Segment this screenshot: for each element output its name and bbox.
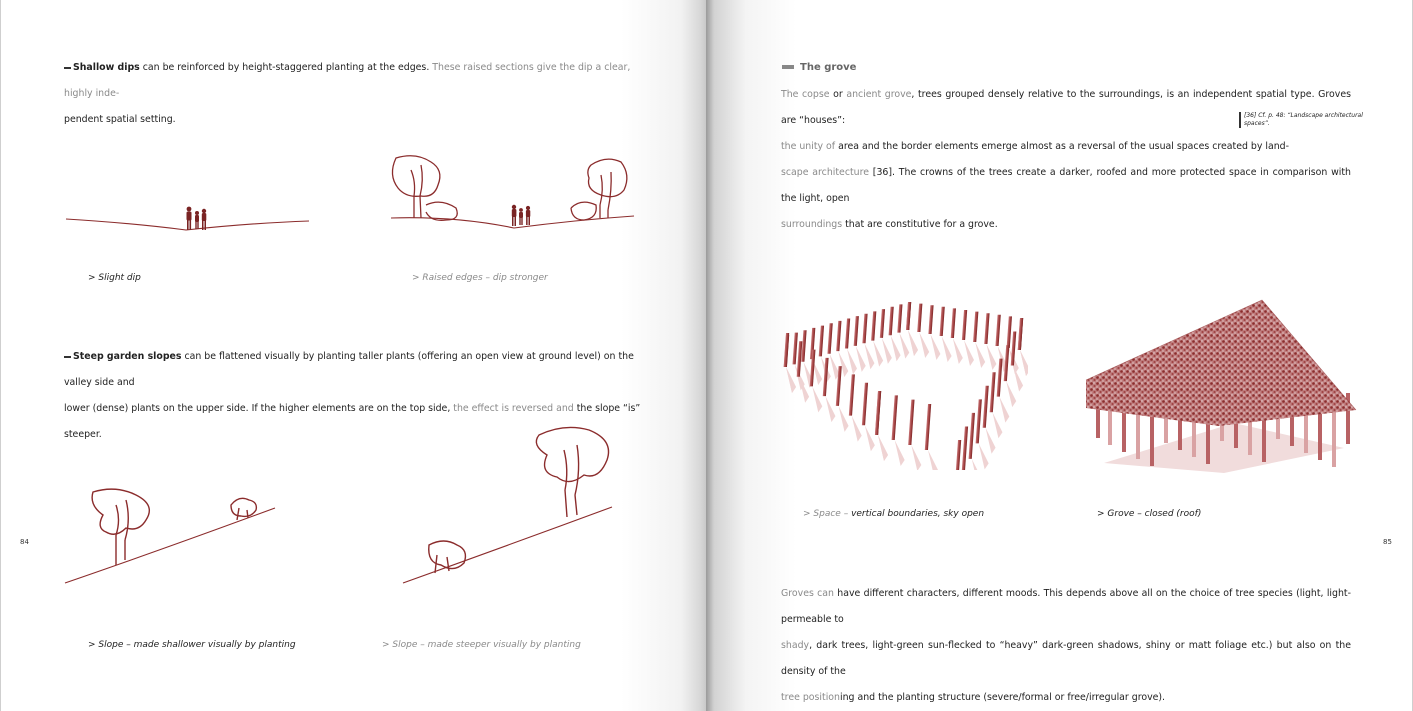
- right-page: [706, 0, 1413, 711]
- post-shadow: [1020, 350, 1028, 376]
- tree-right: [571, 159, 627, 220]
- bullet-dash: [64, 356, 71, 358]
- post-shadow: [953, 338, 963, 364]
- post: [995, 315, 1000, 346]
- post: [849, 374, 855, 415]
- post: [908, 400, 914, 445]
- post: [897, 304, 902, 332]
- caption-grove: > Grove – closed (roof): [1097, 509, 1202, 519]
- post-shadow: [899, 333, 909, 359]
- section-heading: The grove: [782, 62, 856, 73]
- post-shadow: [864, 343, 874, 369]
- post-shadow: [911, 445, 921, 470]
- heading-bar: [782, 65, 794, 69]
- slope-line: [403, 507, 612, 583]
- post: [997, 359, 1003, 397]
- figure-raised-edges: [386, 150, 641, 235]
- paragraph-grove-characters: Groves can have different characters, different moods. This depends above all on the choice of tree species (light, light-permeable to shady, dark trees, light-green sun-flecked to “heavy” dark-green shadows, shiny or matt foliage etc.) but also on the density of the tree positioning and the planting structure (severe/formal or free/irregular grove).: [781, 588, 1351, 703]
- post: [784, 333, 790, 367]
- people-figures: [512, 205, 531, 226]
- post: [928, 305, 933, 334]
- post-shadow: [986, 344, 996, 370]
- post: [984, 313, 989, 344]
- post: [862, 383, 868, 426]
- post-shadow: [992, 412, 1002, 438]
- post-shadow: [839, 406, 849, 432]
- post-shadow: [975, 342, 985, 368]
- tree-left: [392, 156, 457, 221]
- post: [976, 399, 982, 443]
- post: [819, 326, 824, 357]
- post: [940, 307, 945, 336]
- post-shadow: [964, 340, 974, 366]
- post: [983, 386, 989, 428]
- post-shadow: [825, 396, 835, 422]
- paragraph-shallow-dips: Shallow dips can be reinforced by height-staggered planting at the edges. These raised sections give the dip a clear, highly inde- pendent spatial setting.: [64, 62, 631, 125]
- caption-space: > Space – vertical boundaries, sky open: [803, 509, 985, 519]
- post-shadow: [930, 334, 940, 360]
- post: [875, 391, 881, 435]
- figure-space-posts: [778, 295, 1028, 470]
- post: [889, 307, 894, 336]
- figure-slope-shallower: [61, 480, 281, 590]
- post-shadow: [942, 336, 952, 362]
- post-shadow: [986, 428, 996, 454]
- post-shadow: [873, 341, 883, 367]
- post-shadow: [972, 459, 982, 470]
- post-shadow: [999, 397, 1009, 423]
- people-figures: [187, 207, 207, 230]
- post: [845, 319, 850, 349]
- post: [801, 330, 806, 361]
- paragraph-steep-slopes: Steep garden slopes can be flattened visually by planting taller plants (offering an open view at ground level) on the valley side and lower (dense) plants on the upper side. If the higher elements are on the top side, the effect is reversed and the slope “is” steeper.: [64, 351, 641, 440]
- post-shadow: [908, 330, 918, 356]
- figure-slight-dip: [61, 195, 316, 240]
- post-shadow: [878, 435, 888, 461]
- page-number: 85: [1383, 538, 1392, 546]
- post: [925, 404, 931, 450]
- post: [871, 311, 876, 340]
- post-shadow: [882, 338, 892, 364]
- post-shadow: [895, 440, 905, 466]
- post: [906, 302, 911, 330]
- post-shadow: [891, 335, 901, 361]
- post-shadow: [1013, 366, 1023, 392]
- tree-tall: [536, 427, 608, 517]
- caption-slope-steeper: > Slope – made steeper visually by planting: [382, 640, 581, 650]
- post: [962, 426, 969, 470]
- post: [973, 312, 978, 342]
- figure-grove-canopy: [1084, 298, 1359, 478]
- post: [962, 310, 967, 340]
- slope-line: [65, 508, 275, 583]
- paragraph-grove-intro: The copse or ancient grove, trees grouped densely relative to the surroundings, is an independent spatial type. Groves are “houses”: the unity of area and the border elements emerge almost as a reversal of the usual spaces created by land- scape architecture [36]. The crowns of the trees create a darker, roofed and more protected space in comparison with the light, open surroundings that are constitutive for a grove.: [781, 89, 1351, 230]
- vertical-posts: [784, 302, 1028, 470]
- post: [862, 314, 867, 343]
- post: [1018, 318, 1023, 350]
- post: [1011, 332, 1017, 366]
- post-shadow: [786, 367, 796, 393]
- post-shadow: [1006, 381, 1016, 407]
- post: [917, 304, 922, 332]
- post: [1007, 316, 1012, 348]
- tree-tall: [92, 489, 149, 565]
- post-shadow: [865, 425, 875, 451]
- post-shadow: [979, 443, 989, 469]
- post: [836, 321, 841, 351]
- post-shadow: [847, 349, 857, 375]
- caption-slope-shallower: > Slope – made shallower visually by planting: [88, 640, 296, 650]
- post: [880, 309, 885, 338]
- post-shadow: [919, 332, 929, 358]
- shrub-small: [429, 541, 466, 573]
- footnote: [36] Cf. p. 48: “Landscape architectural spaces”.: [1239, 112, 1364, 128]
- post: [990, 372, 996, 412]
- post: [969, 413, 975, 459]
- post-shadow: [812, 386, 822, 412]
- post: [792, 333, 797, 365]
- post: [955, 440, 962, 470]
- page-number: 84: [20, 538, 29, 546]
- bullet-dash: [64, 67, 71, 69]
- post: [892, 395, 898, 440]
- post: [854, 316, 859, 346]
- post-shadow: [928, 450, 938, 470]
- post-shadow: [852, 416, 862, 442]
- caption-raised-edges: > Raised edges – dip stronger: [412, 273, 548, 283]
- post: [827, 323, 832, 354]
- left-page: [0, 0, 706, 711]
- post: [951, 308, 956, 338]
- figure-slope-steeper: [399, 415, 619, 590]
- post-shadow: [856, 346, 866, 372]
- caption-slight-dip: > Slight dip: [88, 273, 141, 283]
